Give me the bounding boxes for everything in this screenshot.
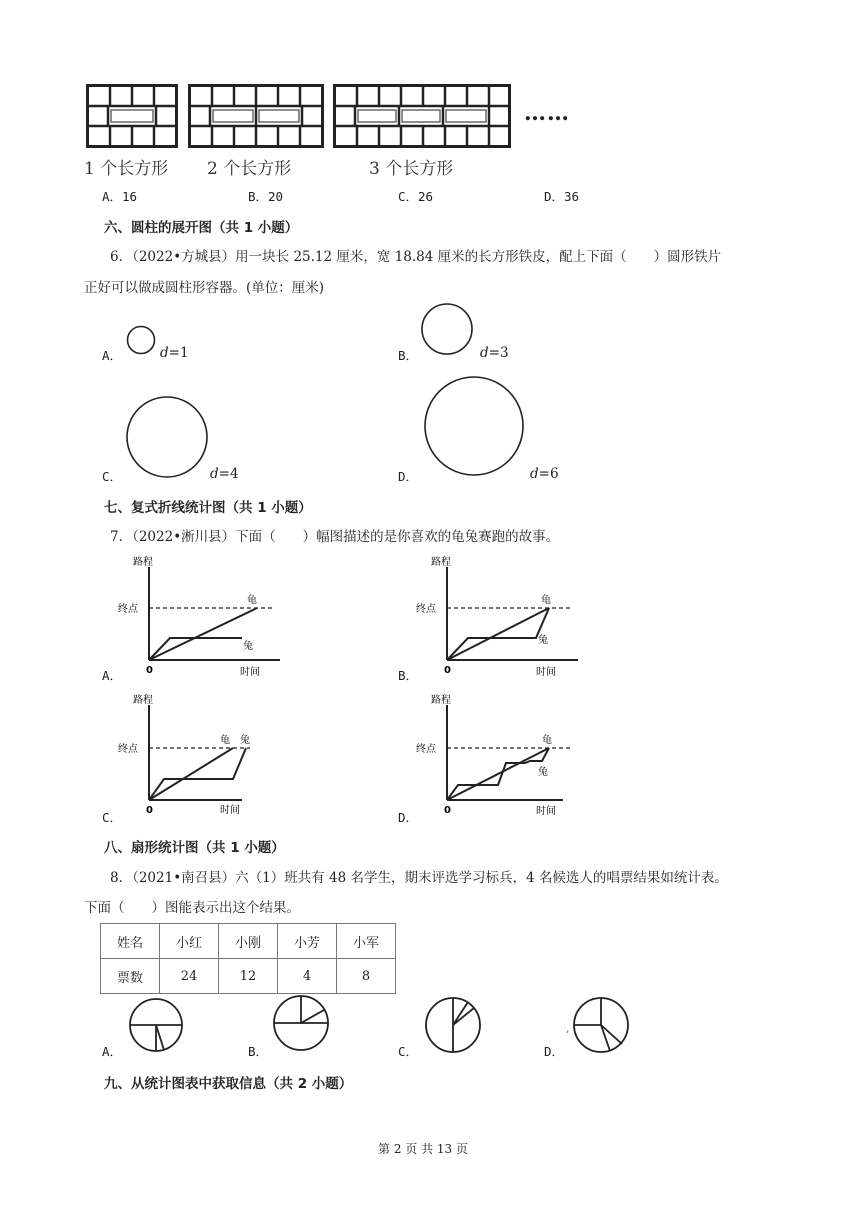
axis-x-label: 时间	[240, 667, 260, 678]
vote-table	[100, 923, 396, 994]
rabbit-label: 兔	[538, 635, 548, 646]
table-cell: 24	[160, 959, 219, 994]
circle-d1	[126, 324, 158, 356]
q6-option-d-d: d=6	[530, 466, 559, 482]
q7-option-c: C．	[102, 810, 123, 825]
q6-option-a-letter: A．	[102, 348, 123, 363]
axis-y-label: 路程	[133, 695, 153, 706]
race-graph-d	[416, 693, 578, 821]
turtle-label: 龟	[247, 595, 257, 606]
figure-label-1: 1 个长方形	[84, 159, 169, 179]
q5-option-d: D．36	[544, 189, 580, 204]
q6-text-line1: 6．（2022•方城县）用一块长 25.12 厘米，宽 18.84 厘米的长方形铁皮，配上下面（ ）圆形铁片	[110, 249, 722, 265]
q8-text-line2: 下面（ ）图能表示出这个结果。	[84, 900, 300, 916]
rabbit-label: 兔	[538, 767, 548, 778]
ellipsis: ……	[524, 100, 570, 126]
section-7-title: 七、复式折线统计图（共 1 小题）	[104, 500, 312, 516]
table-cell: 小红	[160, 924, 219, 959]
table-cell: 票数	[101, 959, 160, 994]
stray-mark: ,	[566, 1022, 570, 1035]
table-cell: 姓名	[101, 924, 160, 959]
circle-d3	[420, 302, 476, 358]
finish-label: 终点	[416, 744, 436, 755]
q7-option-d: D．	[398, 810, 419, 825]
q8-option-a: A．	[102, 1044, 123, 1059]
q8-text-line1: 8．（2021•南召县）六（1）班共有 48 名学生，期末评选学习标兵，4 名候选人的唱票结果如统计表。	[110, 870, 728, 886]
finish-label: 终点	[118, 744, 138, 755]
q8-option-b: B．	[248, 1044, 269, 1059]
brick-figure-1	[86, 84, 178, 148]
table-cell: 小军	[337, 924, 396, 959]
axis-x-label: 时间	[536, 806, 556, 817]
axis-y-label: 路程	[133, 557, 153, 568]
rabbit-label: 兔	[243, 641, 253, 652]
table-cell: 小刚	[219, 924, 278, 959]
pie-option-c	[424, 996, 482, 1054]
axis-y-label: 路程	[431, 557, 451, 568]
q6-option-c-d: d=4	[210, 466, 239, 482]
q8-option-c: C．	[398, 1044, 419, 1059]
table-cell: 小芳	[278, 924, 337, 959]
turtle-label: 龟	[220, 735, 230, 746]
origin-label: 0	[444, 805, 451, 816]
pie-option-b	[272, 994, 330, 1052]
q7-option-b: B．	[398, 668, 419, 683]
brick-figure-2	[188, 84, 324, 148]
turtle-label: 龟	[542, 735, 552, 746]
q6-option-b-letter: B．	[398, 348, 419, 363]
finish-label: 终点	[416, 604, 436, 615]
q5-option-b: B．20	[248, 189, 284, 204]
pie-option-d	[572, 996, 630, 1054]
q6-option-b-d: d=3	[480, 345, 509, 361]
figure-label-3: 3 个长方形	[369, 159, 454, 179]
origin-label: 0	[444, 665, 451, 676]
origin-label: 0	[146, 665, 153, 676]
race-graph-c	[118, 693, 280, 821]
q5-option-c: C．26	[398, 189, 434, 204]
q8-option-d: D．	[544, 1044, 565, 1059]
section-6-title: 六、圆柱的展开图（共 1 小题）	[104, 220, 299, 236]
origin-label: 0	[146, 805, 153, 816]
pie-option-a	[128, 998, 186, 1054]
section-8-title: 八、扇形统计图（共 1 小题）	[104, 840, 285, 856]
finish-label: 终点	[118, 604, 138, 615]
axis-y-label: 路程	[431, 695, 451, 706]
q6-text-line2: 正好可以做成圆柱形容器。(单位：厘米)	[84, 280, 325, 296]
race-graph-a	[118, 555, 280, 683]
page-footer: 第 2 页 共 13 页	[378, 1142, 468, 1156]
rabbit-label: 兔	[240, 735, 250, 746]
brick-figure-3	[333, 84, 511, 148]
race-graph-b	[416, 555, 578, 683]
q7-option-a: A．	[102, 668, 123, 683]
section-9-title: 九、从统计图表中获取信息（共 2 小题）	[104, 1076, 353, 1092]
q6-option-c-letter: C．	[102, 469, 123, 484]
table-row	[101, 924, 396, 959]
q7-text: 7．（2022•淅川县）下面（ ）幅图描述的是你喜欢的龟兔赛跑的故事。	[110, 529, 560, 545]
q6-option-d-letter: D．	[398, 469, 419, 484]
table-cell: 4	[278, 959, 337, 994]
q5-option-a: A．16	[102, 189, 138, 204]
circle-d4	[126, 396, 212, 482]
q6-option-a-d: d=1	[160, 345, 189, 361]
table-cell: 8	[337, 959, 396, 994]
table-row	[101, 959, 396, 994]
table-cell: 12	[219, 959, 278, 994]
axis-x-label: 时间	[536, 667, 556, 678]
figure-label-2: 2 个长方形	[207, 159, 292, 179]
turtle-label: 龟	[541, 595, 551, 606]
circle-d6	[424, 376, 526, 478]
axis-x-label: 时间	[220, 805, 240, 816]
